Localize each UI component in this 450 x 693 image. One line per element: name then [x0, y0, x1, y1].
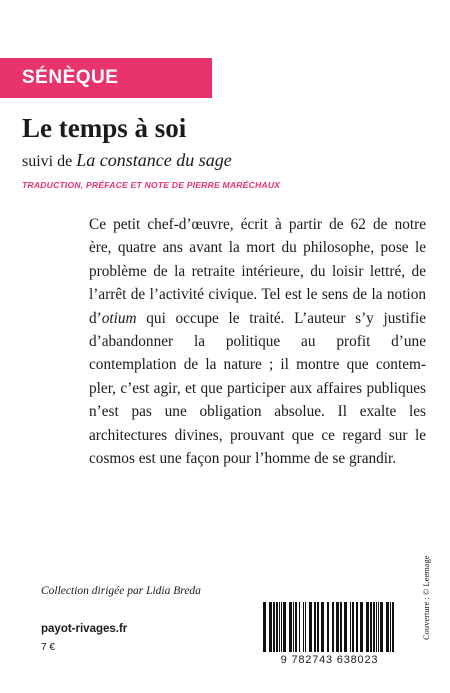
blurb-line: ère, quatre ans avant la mort du philosophe, pose le: [89, 239, 426, 257]
blurb-line: cosmos est une façon pour l’homme de se grandir.: [89, 450, 397, 468]
translation-credits: TRADUCTION, PRÉFACE ET NOTE DE PIERRE MARÉCHAUX: [22, 180, 281, 190]
book-title: Le temps à soi: [22, 113, 187, 143]
subtitle-work: La constance du sage: [76, 150, 232, 170]
blurb-line: d’abandonner la politique au profit d’une: [89, 333, 426, 351]
book-subtitle: [22, 150, 232, 172]
cover-credit: Couverture : © Leemage: [421, 555, 431, 640]
blurb-line: l’arrêt de l’activité civique. Tel est le sens de la notion: [89, 286, 426, 304]
blurb-line: Ce petit chef-d’œuvre, écrit à partir de 62 de notre: [89, 216, 426, 233]
back-cover-blurb: [89, 213, 426, 470]
blurb-line: d’otium qui occupe le traité. L’auteur s’y justifie: [89, 309, 426, 327]
publisher-website[interactable]: payot-rivages.fr: [41, 623, 128, 635]
subtitle-prefix: suivi de: [22, 153, 73, 170]
isbn-barcode: [261, 602, 398, 666]
barcode-icon: [261, 602, 398, 654]
author-band: [0, 58, 212, 98]
blurb-line: pler, c’est agir, et que participer aux affaires publiques: [89, 379, 426, 397]
blurb-line: n’est pas une obligation absolue. Il exalte les: [89, 403, 426, 421]
isbn-number: 9 782743 638023: [280, 654, 379, 666]
blurb-line: problème de la retraite intérieure, du loisir lettré, de: [89, 262, 426, 280]
blurb-line: architectures divines, prouvant que ce regard sur le: [89, 426, 426, 444]
price: 7 €: [41, 642, 55, 653]
blurb-line: contemplation de la nature ; il montre que contem-: [89, 356, 426, 374]
author-name: SÉNÈQUE: [22, 67, 119, 88]
collection-editor: Collection dirigée par Lidia Breda: [41, 585, 201, 597]
